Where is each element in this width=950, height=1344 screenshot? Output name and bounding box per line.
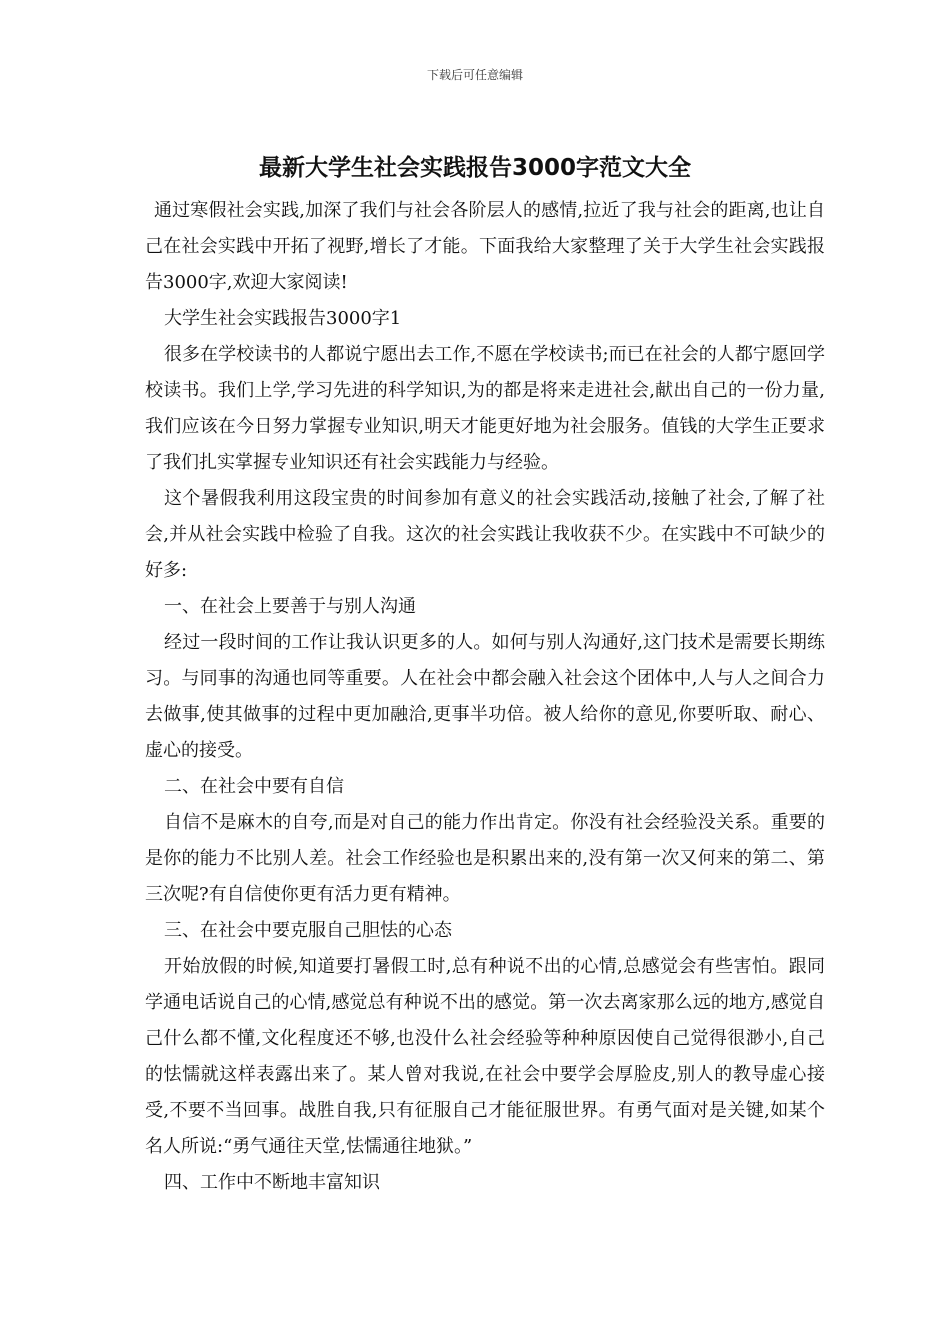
body-paragraph: 经过一段时间的工作让我认识更多的人。如何与别人沟通好,这门技术是需要长期练习。与同事的沟通也同等重要。人在社会中都会融入社会这个团体中,人与人之间合力去做事,使其做事的过程中更加融洽,更事半功倍。被人给你的意见,你要听取、耐心、虚心的接受。 [145, 632, 825, 761]
section-heading-confidence: 二、在社会中要有自信 [164, 776, 344, 797]
document-title: 最新大学生社会实践报告3000字范文大全 [258, 155, 691, 181]
intro-paragraph: 通过寒假社会实践,加深了我们与社会各阶层人的感情,拉近了我与社会的距离,也让自己在社会实践中开拓了视野,增长了才能。下面我给大家整理了关于大学生社会实践报告3000字,欢迎大家阅读! [145, 200, 825, 293]
body-paragraph: 开始放假的时候,知道要打暑假工时,总有种说不出的心情,总感觉会有些害怕。跟同学通电话说自己的心情,感觉总有种说不出的感觉。第一次去离家那么远的地方,感觉自己什么都不懂,文化程度还不够,也没什么社会经验等种种原因使自己觉得很渺小,自己的怯懦就这样表露出来了。某人曾对我说,在社会中要学会厚脸皮,别人的教导虚心接受,不要不当回事。战胜自我,只有征服自己才能征服世界。有勇气面对是关键,如某个名人所说:“勇气通往天堂,怯懦通往地狱。” [145, 956, 825, 1157]
body-paragraph: 这个暑假我利用这段宝贵的时间参加有意义的社会实践活动,接触了社会,了解了社会,并从社会实践中检验了自我。这次的社会实践让我收获不少。在实践中不可缺少的好多: [145, 488, 825, 581]
section-heading-report-1: 大学生社会实践报告3000字1 [164, 308, 402, 329]
body-paragraph: 很多在学校读书的人都说宁愿出去工作,不愿在学校读书;而已在社会的人都宁愿回学校读书。我们上学,学习先进的科学知识,为的都是将来走进社会,献出自己的一份力量,我们应该在今日努力掌握专业知识,明天才能更好地为社会服务。值钱的大学生正要求了我们扎实掌握专业知识还有社会实践能力与经验。 [145, 344, 825, 473]
header-note: 下载后可任意编辑 [426, 68, 523, 82]
body-paragraph: 自信不是麻木的自夸,而是对自己的能力作出肯定。你没有社会经验没关系。重要的是你的能力不比别人差。社会工作经验也是积累出来的,没有第一次又何来的第二、第三次呢?有自信使你更有活力更有精神。 [145, 812, 825, 905]
section-heading-communication: 一、在社会上要善于与别人沟通 [164, 596, 416, 617]
section-heading-overcome-timidity: 三、在社会中要克服自己胆怯的心态 [164, 920, 452, 941]
section-heading-enrich-knowledge: 四、工作中不断地丰富知识 [164, 1172, 380, 1193]
document-body [145, 193, 825, 1201]
